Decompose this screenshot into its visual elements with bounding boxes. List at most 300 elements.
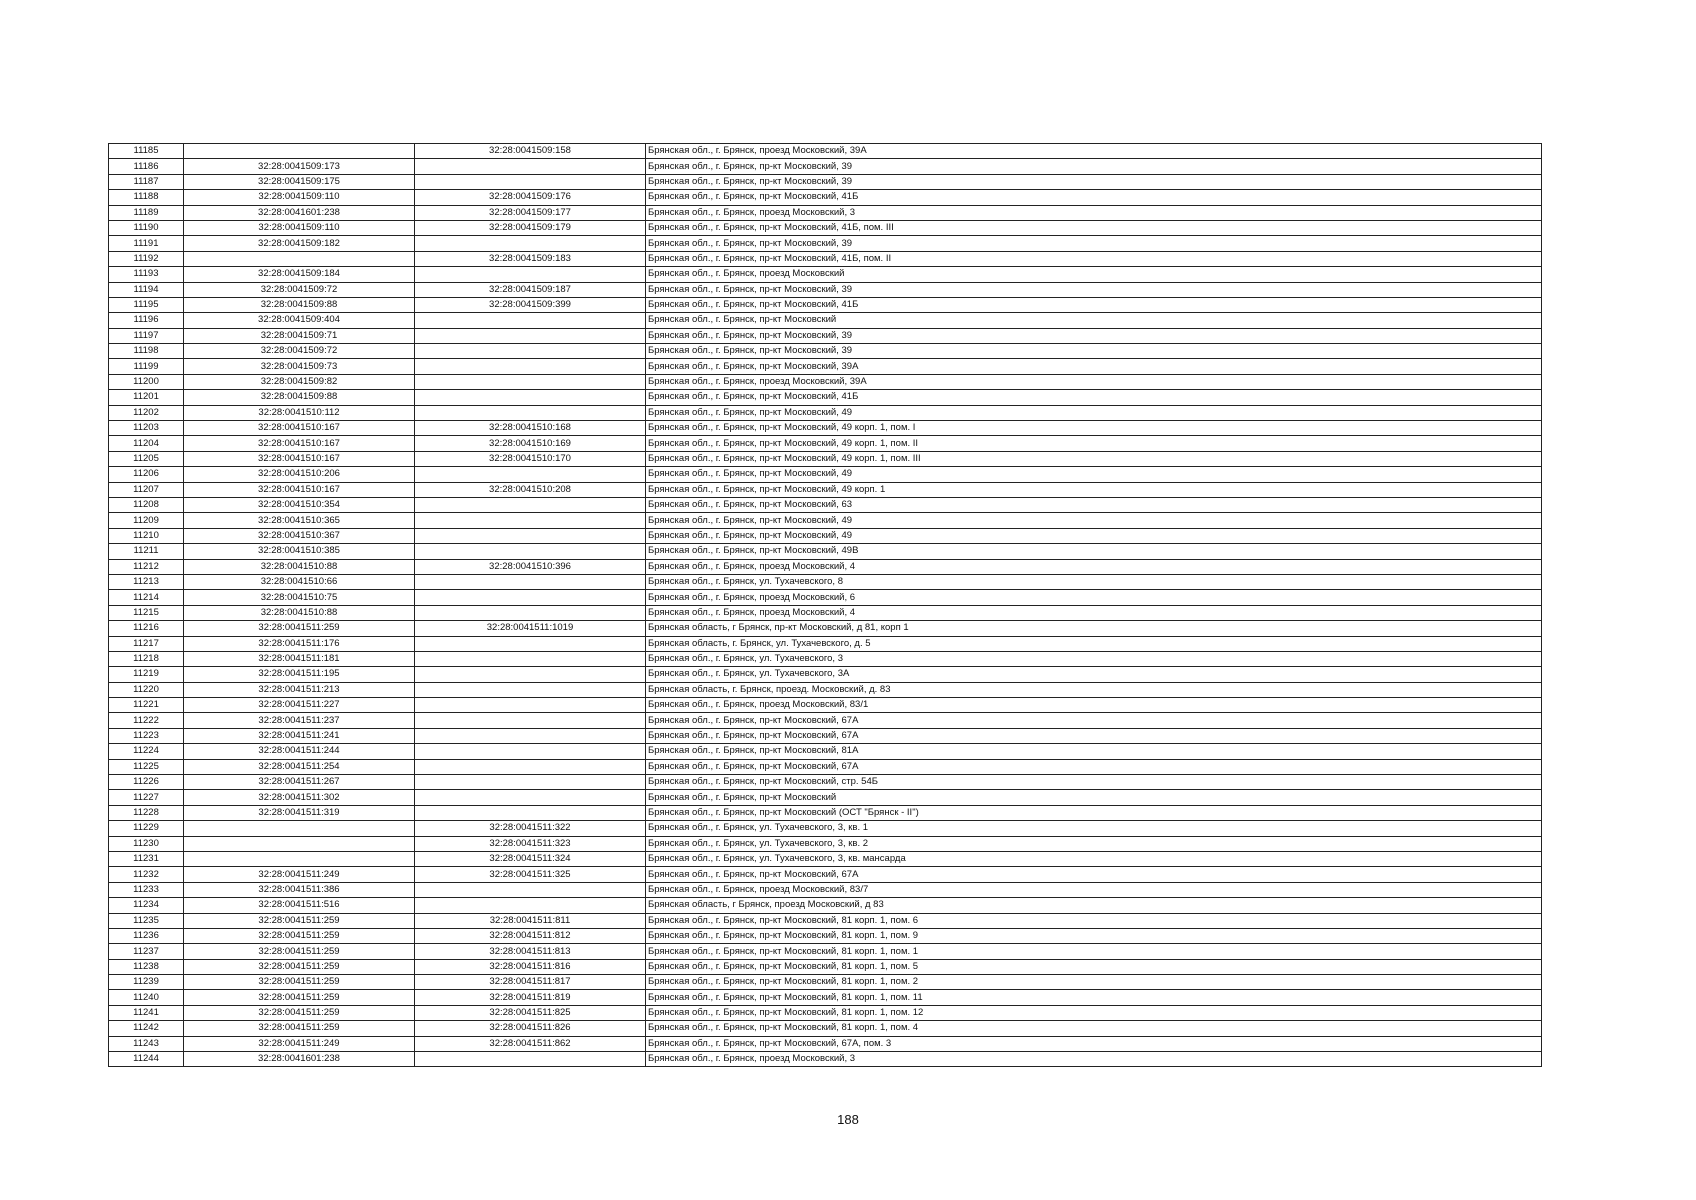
land-cadastral-number-cell: 32:28:0041510:385: [184, 544, 415, 559]
row-number-cell: 11234: [109, 898, 184, 913]
object-cadastral-number-cell: 32:28:0041509:177: [415, 205, 646, 220]
object-cadastral-number-cell: [415, 898, 646, 913]
address-cell: Брянская обл., г. Брянск, пр-кт Московский, 63: [646, 497, 1542, 512]
object-cadastral-number-cell: 32:28:0041511:322: [415, 821, 646, 836]
address-cell: Брянская обл., г. Брянск, пр-кт Московский, 49: [646, 513, 1542, 528]
address-cell: Брянская обл., г. Брянск, пр-кт Московский, 49: [646, 405, 1542, 420]
address-cell: Брянская обл., г. Брянск, пр-кт Московский, 39: [646, 328, 1542, 343]
object-cadastral-number-cell: [415, 174, 646, 189]
address-cell: Брянская обл., г. Брянск, пр-кт Московский, 49 корп. 1, пом. II: [646, 436, 1542, 451]
table-row: [109, 559, 1542, 574]
table-row: [109, 990, 1542, 1005]
row-number-cell: 11219: [109, 667, 184, 682]
land-cadastral-number-cell: 32:28:0041511:259: [184, 990, 415, 1005]
object-cadastral-number-cell: [415, 744, 646, 759]
row-number-cell: 11244: [109, 1052, 184, 1067]
land-cadastral-number-cell: 32:28:0041511:249: [184, 867, 415, 882]
row-number-cell: 11226: [109, 775, 184, 790]
address-cell: Брянская обл., г. Брянск, пр-кт Московский, 67А: [646, 867, 1542, 882]
table-row: [109, 698, 1542, 713]
land-cadastral-number-cell: 32:28:0041601:238: [184, 1052, 415, 1067]
land-cadastral-number-cell: 32:28:0041509:110: [184, 220, 415, 235]
object-cadastral-number-cell: [415, 497, 646, 512]
land-cadastral-number-cell: 32:28:0041509:173: [184, 159, 415, 174]
address-cell: Брянская область, г. Брянск, ул. Тухачевского, д. 5: [646, 636, 1542, 651]
object-cadastral-number-cell: 32:28:0041511:816: [415, 959, 646, 974]
object-cadastral-number-cell: [415, 728, 646, 743]
table-row: [109, 836, 1542, 851]
table-row: [109, 1021, 1542, 1036]
table-row: [109, 267, 1542, 282]
row-number-cell: 11218: [109, 651, 184, 666]
row-number-cell: 11187: [109, 174, 184, 189]
table-row: [109, 205, 1542, 220]
table-row: [109, 775, 1542, 790]
land-cadastral-number-cell: 32:28:0041510:354: [184, 497, 415, 512]
object-cadastral-number-cell: 32:28:0041510:396: [415, 559, 646, 574]
land-cadastral-number-cell: 32:28:0041509:72: [184, 282, 415, 297]
object-cadastral-number-cell: [415, 467, 646, 482]
object-cadastral-number-cell: [415, 267, 646, 282]
table-row: [109, 851, 1542, 866]
object-cadastral-number-cell: 32:28:0041511:324: [415, 851, 646, 866]
address-cell: Брянская обл., г. Брянск, пр-кт Московский, 81 корп. 1, пом. 1: [646, 944, 1542, 959]
table-row: [109, 328, 1542, 343]
land-cadastral-number-cell: 32:28:0041509:184: [184, 267, 415, 282]
row-number-cell: 11201: [109, 390, 184, 405]
land-cadastral-number-cell: 32:28:0041510:66: [184, 574, 415, 589]
row-number-cell: 11233: [109, 882, 184, 897]
page-number: 188: [837, 1112, 859, 1127]
row-number-cell: 11202: [109, 405, 184, 420]
object-cadastral-number-cell: [415, 651, 646, 666]
object-cadastral-number-cell: [415, 405, 646, 420]
object-cadastral-number-cell: 32:28:0041510:208: [415, 482, 646, 497]
table-row: [109, 944, 1542, 959]
row-number-cell: 11191: [109, 236, 184, 251]
land-cadastral-number-cell: 32:28:0041509:175: [184, 174, 415, 189]
table-row: [109, 344, 1542, 359]
land-cadastral-number-cell: 32:28:0041511:259: [184, 913, 415, 928]
row-number-cell: 11220: [109, 682, 184, 697]
table-row: [109, 805, 1542, 820]
land-cadastral-number-cell: 32:28:0041511:195: [184, 667, 415, 682]
object-cadastral-number-cell: [415, 528, 646, 543]
table-row: [109, 513, 1542, 528]
land-cadastral-number-cell: 32:28:0041511:267: [184, 775, 415, 790]
row-number-cell: 11214: [109, 590, 184, 605]
row-number-cell: 11215: [109, 605, 184, 620]
row-number-cell: 11238: [109, 959, 184, 974]
address-cell: Брянская обл., г. Брянск, пр-кт Московский, 41Б: [646, 297, 1542, 312]
object-cadastral-number-cell: 32:28:0041511:1019: [415, 621, 646, 636]
table-row: [109, 574, 1542, 589]
object-cadastral-number-cell: [415, 698, 646, 713]
address-cell: Брянская обл., г. Брянск, пр-кт Московский, 49В: [646, 544, 1542, 559]
address-cell: Брянская обл., г. Брянск, пр-кт Московский, 81А: [646, 744, 1542, 759]
table-row: [109, 159, 1542, 174]
table-row: [109, 297, 1542, 312]
table-row: [109, 821, 1542, 836]
row-number-cell: 11217: [109, 636, 184, 651]
row-number-cell: 11232: [109, 867, 184, 882]
object-cadastral-number-cell: 32:28:0041510:170: [415, 451, 646, 466]
table-row: [109, 636, 1542, 651]
row-number-cell: 11192: [109, 251, 184, 266]
land-cadastral-number-cell: 32:28:0041510:367: [184, 528, 415, 543]
address-cell: Брянская обл., г. Брянск, пр-кт Московский, 41Б, пом. III: [646, 220, 1542, 235]
row-number-cell: 11188: [109, 190, 184, 205]
table-row: [109, 1036, 1542, 1051]
address-cell: Брянская обл., г. Брянск, пр-кт Московский, 39: [646, 174, 1542, 189]
land-cadastral-number-cell: 32:28:0041601:238: [184, 205, 415, 220]
row-number-cell: 11243: [109, 1036, 184, 1051]
object-cadastral-number-cell: 32:28:0041510:169: [415, 436, 646, 451]
row-number-cell: 11193: [109, 267, 184, 282]
row-number-cell: 11221: [109, 698, 184, 713]
land-cadastral-number-cell: 32:28:0041511:249: [184, 1036, 415, 1051]
object-cadastral-number-cell: 32:28:0041509:399: [415, 297, 646, 312]
table-row: [109, 482, 1542, 497]
land-cadastral-number-cell: 32:28:0041510:206: [184, 467, 415, 482]
land-cadastral-number-cell: 32:28:0041511:259: [184, 944, 415, 959]
table-row: [109, 621, 1542, 636]
land-cadastral-number-cell: 32:28:0041510:167: [184, 436, 415, 451]
object-cadastral-number-cell: [415, 159, 646, 174]
land-cadastral-number-cell: 32:28:0041511:516: [184, 898, 415, 913]
land-cadastral-number-cell: 32:28:0041509:110: [184, 190, 415, 205]
land-cadastral-number-cell: 32:28:0041509:88: [184, 390, 415, 405]
row-number-cell: 11224: [109, 744, 184, 759]
address-cell: Брянская обл., г. Брянск, пр-кт Московский, 39: [646, 159, 1542, 174]
land-cadastral-number-cell: 32:28:0041511:259: [184, 928, 415, 943]
land-cadastral-number-cell: 32:28:0041511:259: [184, 975, 415, 990]
object-cadastral-number-cell: [415, 713, 646, 728]
row-number-cell: 11209: [109, 513, 184, 528]
row-number-cell: 11199: [109, 359, 184, 374]
registry-table: [108, 143, 1542, 1067]
object-cadastral-number-cell: 32:28:0041509:187: [415, 282, 646, 297]
table-row: [109, 959, 1542, 974]
row-number-cell: 11227: [109, 790, 184, 805]
object-cadastral-number-cell: [415, 682, 646, 697]
table-row: [109, 236, 1542, 251]
table-row: [109, 451, 1542, 466]
object-cadastral-number-cell: 32:28:0041509:183: [415, 251, 646, 266]
object-cadastral-number-cell: [415, 775, 646, 790]
object-cadastral-number-cell: [415, 605, 646, 620]
table-row: [109, 975, 1542, 990]
table-row: [109, 651, 1542, 666]
table-row: [109, 390, 1542, 405]
table-row: [109, 790, 1542, 805]
land-cadastral-number-cell: 32:28:0041510:167: [184, 451, 415, 466]
object-cadastral-number-cell: [415, 574, 646, 589]
land-cadastral-number-cell: 32:28:0041511:244: [184, 744, 415, 759]
address-cell: Брянская обл., г. Брянск, ул. Тухачевского, 3, кв. мансарда: [646, 851, 1542, 866]
table-row: [109, 590, 1542, 605]
address-cell: Брянская обл., г. Брянск, пр-кт Московский, 81 корп. 1, пом. 2: [646, 975, 1542, 990]
object-cadastral-number-cell: 32:28:0041509:179: [415, 220, 646, 235]
address-cell: Брянская обл., г. Брянск, проезд Московский: [646, 267, 1542, 282]
address-cell: Брянская обл., г. Брянск, проезд Московский, 83/1: [646, 698, 1542, 713]
land-cadastral-number-cell: 32:28:0041511:254: [184, 759, 415, 774]
row-number-cell: 11231: [109, 851, 184, 866]
address-cell: Брянская обл., г. Брянск, пр-кт Московский, 67А, пом. 3: [646, 1036, 1542, 1051]
table-row: [109, 913, 1542, 928]
row-number-cell: 11210: [109, 528, 184, 543]
object-cadastral-number-cell: 32:28:0041511:325: [415, 867, 646, 882]
row-number-cell: 11211: [109, 544, 184, 559]
object-cadastral-number-cell: [415, 390, 646, 405]
object-cadastral-number-cell: [415, 328, 646, 343]
address-cell: Брянская обл., г. Брянск, пр-кт Московский, 39: [646, 236, 1542, 251]
address-cell: Брянская обл., г. Брянск, проезд Московский, 4: [646, 605, 1542, 620]
row-number-cell: 11222: [109, 713, 184, 728]
row-number-cell: 11239: [109, 975, 184, 990]
address-cell: Брянская обл., г. Брянск, пр-кт Московский, 41Б: [646, 390, 1542, 405]
row-number-cell: 11230: [109, 836, 184, 851]
object-cadastral-number-cell: 32:28:0041511:812: [415, 928, 646, 943]
land-cadastral-number-cell: 32:28:0041511:237: [184, 713, 415, 728]
table-row: [109, 867, 1542, 882]
table-row: [109, 1005, 1542, 1020]
row-number-cell: 11205: [109, 451, 184, 466]
table-row: [109, 497, 1542, 512]
row-number-cell: 11242: [109, 1021, 184, 1036]
row-number-cell: 11241: [109, 1005, 184, 1020]
row-number-cell: 11195: [109, 297, 184, 312]
address-cell: Брянская обл., г. Брянск, пр-кт Московский, 39: [646, 282, 1542, 297]
address-cell: Брянская обл., г. Брянск, пр-кт Московский: [646, 313, 1542, 328]
address-cell: Брянская обл., г. Брянск, пр-кт Московский, 81 корп. 1, пом. 12: [646, 1005, 1542, 1020]
address-cell: Брянская обл., г. Брянск, пр-кт Московский, 81 корп. 1, пом. 5: [646, 959, 1542, 974]
land-cadastral-number-cell: 32:28:0041510:88: [184, 605, 415, 620]
object-cadastral-number-cell: [415, 513, 646, 528]
object-cadastral-number-cell: [415, 236, 646, 251]
table-row: [109, 374, 1542, 389]
row-number-cell: 11198: [109, 344, 184, 359]
table-row: [109, 728, 1542, 743]
row-number-cell: 11212: [109, 559, 184, 574]
land-cadastral-number-cell: 32:28:0041511:241: [184, 728, 415, 743]
table-row: [109, 313, 1542, 328]
land-cadastral-number-cell: 32:28:0041511:259: [184, 959, 415, 974]
row-number-cell: 11240: [109, 990, 184, 1005]
table-row: [109, 713, 1542, 728]
address-cell: Брянская обл., г. Брянск, проезд Московский, 4: [646, 559, 1542, 574]
address-cell: Брянская обл., г. Брянск, проезд Московский, 3: [646, 1052, 1542, 1067]
object-cadastral-number-cell: [415, 759, 646, 774]
registry-table-body: [109, 144, 1542, 1067]
land-cadastral-number-cell: 32:28:0041510:88: [184, 559, 415, 574]
object-cadastral-number-cell: 32:28:0041511:813: [415, 944, 646, 959]
object-cadastral-number-cell: 32:28:0041511:825: [415, 1005, 646, 1020]
row-number-cell: 11207: [109, 482, 184, 497]
land-cadastral-number-cell: 32:28:0041511:227: [184, 698, 415, 713]
land-cadastral-number-cell: 32:28:0041511:259: [184, 1005, 415, 1020]
land-cadastral-number-cell: 32:28:0041510:112: [184, 405, 415, 420]
address-cell: Брянская обл., г. Брянск, проезд Московский, 39А: [646, 144, 1542, 159]
address-cell: Брянская обл., г. Брянск, пр-кт Московский, 81 корп. 1, пом. 11: [646, 990, 1542, 1005]
address-cell: Брянская обл., г. Брянск, пр-кт Московский, 81 корп. 1, пом. 9: [646, 928, 1542, 943]
address-cell: Брянская обл., г. Брянск, проезд Московский, 39А: [646, 374, 1542, 389]
table-row: [109, 744, 1542, 759]
table-row: [109, 174, 1542, 189]
row-number-cell: 11228: [109, 805, 184, 820]
address-cell: Брянская обл., г. Брянск, проезд Московский, 6: [646, 590, 1542, 605]
table-row: [109, 359, 1542, 374]
address-cell: Брянская область, г Брянск, проезд Московский, д 83: [646, 898, 1542, 913]
land-cadastral-number-cell: 32:28:0041510:75: [184, 590, 415, 605]
table-row: [109, 282, 1542, 297]
land-cadastral-number-cell: 32:28:0041511:259: [184, 621, 415, 636]
address-cell: Брянская обл., г. Брянск, пр-кт Московский, 39А: [646, 359, 1542, 374]
address-cell: Брянская обл., г. Брянск, пр-кт Московский, 41Б, пом. II: [646, 251, 1542, 266]
table-row: [109, 882, 1542, 897]
table-row: [109, 898, 1542, 913]
address-cell: Брянская обл., г. Брянск, проезд Московский, 83/7: [646, 882, 1542, 897]
object-cadastral-number-cell: [415, 1052, 646, 1067]
row-number-cell: 11236: [109, 928, 184, 943]
address-cell: Брянская обл., г. Брянск, ул. Тухачевского, 3А: [646, 667, 1542, 682]
object-cadastral-number-cell: 32:28:0041510:168: [415, 421, 646, 436]
row-number-cell: 11235: [109, 913, 184, 928]
object-cadastral-number-cell: [415, 636, 646, 651]
object-cadastral-number-cell: 32:28:0041511:819: [415, 990, 646, 1005]
land-cadastral-number-cell: 32:28:0041511:259: [184, 1021, 415, 1036]
object-cadastral-number-cell: [415, 359, 646, 374]
table-row: [109, 421, 1542, 436]
table-row: [109, 528, 1542, 543]
address-cell: Брянская обл., г. Брянск, ул. Тухачевского, 3, кв. 2: [646, 836, 1542, 851]
table-row: [109, 605, 1542, 620]
land-cadastral-number-cell: 32:28:0041511:386: [184, 882, 415, 897]
land-cadastral-number-cell: 32:28:0041511:213: [184, 682, 415, 697]
object-cadastral-number-cell: [415, 590, 646, 605]
row-number-cell: 11190: [109, 220, 184, 235]
row-number-cell: 11186: [109, 159, 184, 174]
address-cell: Брянская обл., г. Брянск, пр-кт Московский, стр. 54Б: [646, 775, 1542, 790]
land-cadastral-number-cell: [184, 851, 415, 866]
land-cadastral-number-cell: [184, 251, 415, 266]
object-cadastral-number-cell: [415, 667, 646, 682]
address-cell: Брянская обл., г. Брянск, пр-кт Московский, 67А: [646, 713, 1542, 728]
land-cadastral-number-cell: 32:28:0041509:182: [184, 236, 415, 251]
object-cadastral-number-cell: 32:28:0041509:176: [415, 190, 646, 205]
address-cell: Брянская обл., г. Брянск, пр-кт Московский, 81 корп. 1, пом. 4: [646, 1021, 1542, 1036]
object-cadastral-number-cell: 32:28:0041511:323: [415, 836, 646, 851]
row-number-cell: 11185: [109, 144, 184, 159]
table-row: [109, 251, 1542, 266]
land-cadastral-number-cell: [184, 836, 415, 851]
object-cadastral-number-cell: [415, 805, 646, 820]
land-cadastral-number-cell: 32:28:0041509:73: [184, 359, 415, 374]
address-cell: Брянская обл., г. Брянск, пр-кт Московский, 67А: [646, 728, 1542, 743]
address-cell: Брянская область, г Брянск, пр-кт Московский, д 81, корп 1: [646, 621, 1542, 636]
land-cadastral-number-cell: 32:28:0041509:72: [184, 344, 415, 359]
row-number-cell: 11223: [109, 728, 184, 743]
address-cell: Брянская обл., г. Брянск, пр-кт Московский, 49 корп. 1: [646, 482, 1542, 497]
address-cell: Брянская обл., г. Брянск, ул. Тухачевского, 8: [646, 574, 1542, 589]
address-cell: Брянская обл., г. Брянск, пр-кт Московский, 49 корп. 1, пом. I: [646, 421, 1542, 436]
address-cell: Брянская обл., г. Брянск, пр-кт Московский, 41Б: [646, 190, 1542, 205]
row-number-cell: 11203: [109, 421, 184, 436]
object-cadastral-number-cell: [415, 544, 646, 559]
object-cadastral-number-cell: 32:28:0041511:862: [415, 1036, 646, 1051]
address-cell: Брянская обл., г. Брянск, пр-кт Московский, 49: [646, 528, 1542, 543]
row-number-cell: 11225: [109, 759, 184, 774]
table-row: [109, 759, 1542, 774]
object-cadastral-number-cell: 32:28:0041511:811: [415, 913, 646, 928]
row-number-cell: 11197: [109, 328, 184, 343]
table-row: [109, 667, 1542, 682]
land-cadastral-number-cell: 32:28:0041509:82: [184, 374, 415, 389]
land-cadastral-number-cell: 32:28:0041510:167: [184, 482, 415, 497]
address-cell: Брянская обл., г. Брянск, проезд Московский, 3: [646, 205, 1542, 220]
table-row: [109, 144, 1542, 159]
land-cadastral-number-cell: 32:28:0041509:71: [184, 328, 415, 343]
table-row: [109, 405, 1542, 420]
registry-table-container: [108, 143, 1541, 1067]
object-cadastral-number-cell: [415, 313, 646, 328]
land-cadastral-number-cell: 32:28:0041511:302: [184, 790, 415, 805]
object-cadastral-number-cell: 32:28:0041511:826: [415, 1021, 646, 1036]
row-number-cell: 11229: [109, 821, 184, 836]
row-number-cell: 11216: [109, 621, 184, 636]
table-row: [109, 436, 1542, 451]
object-cadastral-number-cell: [415, 344, 646, 359]
table-row: [109, 928, 1542, 943]
address-cell: Брянская область, г. Брянск, проезд. Московский, д. 83: [646, 682, 1542, 697]
object-cadastral-number-cell: 32:28:0041511:817: [415, 975, 646, 990]
table-row: [109, 467, 1542, 482]
land-cadastral-number-cell: 32:28:0041510:167: [184, 421, 415, 436]
land-cadastral-number-cell: 32:28:0041511:181: [184, 651, 415, 666]
address-cell: Брянская обл., г. Брянск, пр-кт Московский, 49 корп. 1, пом. III: [646, 451, 1542, 466]
row-number-cell: 11237: [109, 944, 184, 959]
row-number-cell: 11208: [109, 497, 184, 512]
address-cell: Брянская обл., г. Брянск, пр-кт Московский, 67А: [646, 759, 1542, 774]
address-cell: Брянская обл., г. Брянск, ул. Тухачевского, 3: [646, 651, 1542, 666]
land-cadastral-number-cell: 32:28:0041511:176: [184, 636, 415, 651]
row-number-cell: 11204: [109, 436, 184, 451]
row-number-cell: 11200: [109, 374, 184, 389]
row-number-cell: 11206: [109, 467, 184, 482]
row-number-cell: 11196: [109, 313, 184, 328]
table-row: [109, 1052, 1542, 1067]
object-cadastral-number-cell: [415, 882, 646, 897]
object-cadastral-number-cell: 32:28:0041509:158: [415, 144, 646, 159]
table-row: [109, 682, 1542, 697]
land-cadastral-number-cell: 32:28:0041510:365: [184, 513, 415, 528]
land-cadastral-number-cell: [184, 144, 415, 159]
row-number-cell: 11189: [109, 205, 184, 220]
land-cadastral-number-cell: 32:28:0041511:319: [184, 805, 415, 820]
table-row: [109, 220, 1542, 235]
address-cell: Брянская обл., г. Брянск, пр-кт Московский: [646, 790, 1542, 805]
address-cell: Брянская обл., г. Брянск, ул. Тухачевского, 3, кв. 1: [646, 821, 1542, 836]
land-cadastral-number-cell: 32:28:0041509:404: [184, 313, 415, 328]
table-row: [109, 190, 1542, 205]
row-number-cell: 11194: [109, 282, 184, 297]
row-number-cell: 11213: [109, 574, 184, 589]
address-cell: Брянская обл., г. Брянск, пр-кт Московский, 39: [646, 344, 1542, 359]
land-cadastral-number-cell: 32:28:0041509:88: [184, 297, 415, 312]
object-cadastral-number-cell: [415, 374, 646, 389]
land-cadastral-number-cell: [184, 821, 415, 836]
object-cadastral-number-cell: [415, 790, 646, 805]
